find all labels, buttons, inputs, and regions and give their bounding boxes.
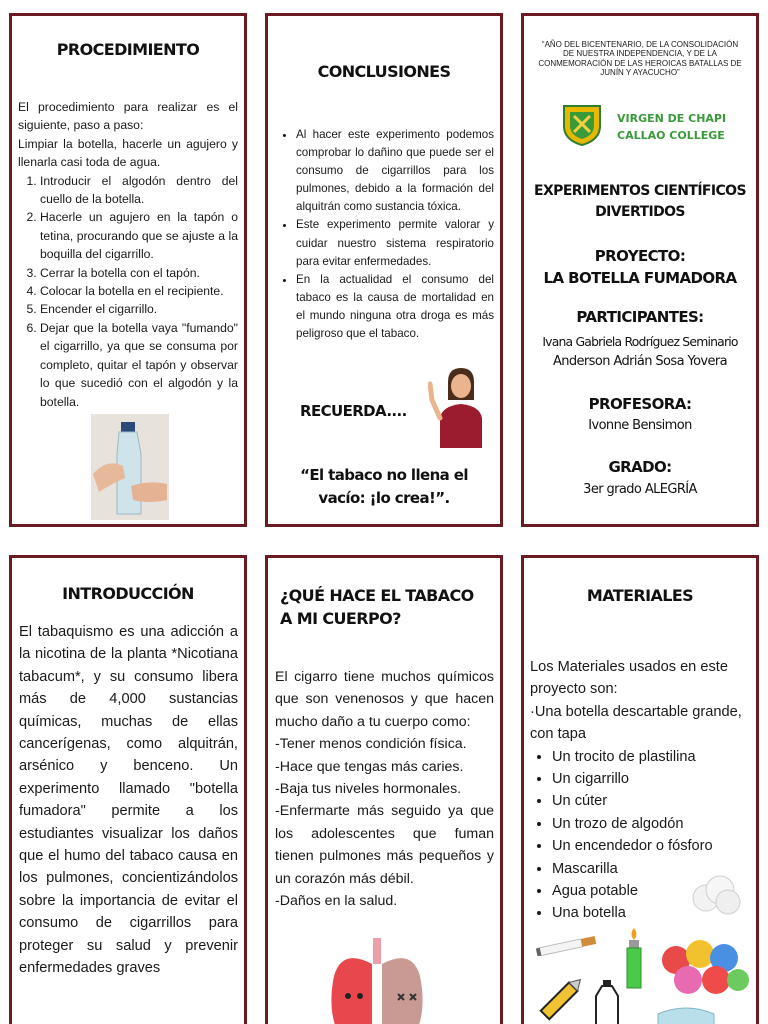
school-shield-icon — [562, 104, 602, 146]
recuerda-label: RECUERDA.... — [300, 402, 407, 420]
topic-line-2: DIVERTIDOS — [595, 204, 685, 220]
material-item: • Mascarilla — [552, 858, 750, 880]
material-item: • Una botella — [552, 902, 750, 924]
procedimiento-steps — [18, 172, 238, 411]
cover-panel — [521, 13, 759, 527]
quote-text: “El tabaco no llena el vacío: ¡lo crea!”. — [300, 466, 468, 507]
lungs-icon — [322, 936, 432, 1024]
materiales-title: MATERIALES — [586, 586, 694, 605]
bicentenario-text: “AÑO DEL BICENTENARIO, DE LA CONSOLIDACIÓN DE NUESTRA INDEPENDENCIA, Y DE LA CONMEMORACIÓN DE LAS HEROICAS BATALLAS DE JUNÍN Y AYACUCHO” — [538, 40, 742, 78]
conclusiones-list — [274, 126, 494, 343]
que-hace-panel — [265, 555, 503, 1024]
teacher-illustration — [428, 366, 492, 448]
conclusion-item: • Al hacer este experimento podemos comprobar lo dañino que puede ser el consumo de cigarrillos para los pulmones, debido a la formación del alquitrán como sustancia tóxica. — [296, 126, 494, 216]
school-name-2: CALLAO COLLEGE — [617, 129, 725, 142]
step-item: 6. Dejar que la botella vaya "fumando" el cigarrillo, ya que se consuma por completo, quitar el tapón y observar lo que sucedió con el algodón y la botella. — [40, 319, 238, 411]
materiales-panel — [521, 555, 759, 1024]
introduccion-panel — [9, 555, 247, 1024]
proyecto-name: LA BOTELLA FUMADORA — [543, 269, 737, 287]
cutter-icon — [534, 972, 590, 1024]
que-hace-title-1: ¿QUÉ HACE EL TABACO — [280, 586, 474, 605]
conclusiones-title: CONCLUSIONES — [317, 62, 451, 81]
proyecto-label: PROYECTO: — [594, 247, 686, 265]
introduccion-title: INTRODUCCIÓN — [62, 584, 194, 603]
cigarette-icon — [536, 936, 598, 956]
plasticine-icon — [660, 936, 750, 996]
mask-icon — [648, 1002, 724, 1024]
que-hace-title — [280, 584, 494, 630]
step-item: 5. Encender el cigarrillo. — [40, 300, 238, 318]
step-item: 1. Introducir el algodón dentro del cuello de la botella. — [40, 172, 238, 209]
procedimiento-text — [18, 98, 238, 411]
school-name-1: VIRGEN DE CHAPI — [617, 112, 727, 125]
school-name — [617, 110, 726, 144]
participant-name: Anderson Adrián Sosa Yovera — [552, 354, 728, 369]
material-item: • Agua potable — [552, 880, 750, 902]
profesora-name: Ivonne Bensimon — [588, 418, 692, 433]
profesora-label: PROFESORA: — [588, 395, 692, 413]
effect-line: -Tener menos condición física. — [275, 736, 467, 753]
que-hace-intro: El cigarro tiene muchos químicos que son venenosos y que hacen mucho daño a tu cuerpo como: — [275, 669, 494, 730]
participantes-list — [524, 332, 756, 372]
material-item: • Un trozo de algodón — [552, 813, 750, 835]
procedimiento-intro-2: Limpiar la botella, hacerle un agujero y llenarla casi toda de agua. — [18, 136, 238, 170]
que-hace-text — [275, 666, 494, 912]
step-item: 2. Hacerle un agujero en la tapón o tetina, procurando que se ajuste a la boquilla del cigarrillo. — [40, 208, 238, 263]
cotton-icon — [690, 874, 744, 918]
topic-title — [524, 181, 756, 223]
proyecto-block — [524, 245, 756, 289]
material-item: • Un encendedor o fósforo — [552, 835, 750, 857]
procedimiento-intro: El procedimiento para realizar es el siguiente, paso a paso: — [18, 100, 238, 133]
topic-line-1: EXPERIMENTOS CIENTÍFICOS — [534, 183, 746, 199]
grado-value: 3er grado ALEGRÍA — [583, 482, 697, 497]
material-item: • Un cúter — [552, 790, 750, 812]
participant-name: Ivana Gabriela Rodríguez Seminario — [542, 334, 738, 349]
materiales-intro-2: ·Una botella descartable grande, con tapa — [530, 703, 742, 743]
procedimiento-title: PROCEDIMIENTO — [56, 40, 200, 59]
material-item: • Un trocito de plastilina — [552, 746, 750, 768]
conclusion-item: • En la actualidad el consumo del tabaco es la causa de mortalidad en el mundo ninguna otra droga es más peligroso que el tabaco. — [296, 271, 494, 343]
effect-line: -Daños en la salud. — [275, 893, 398, 910]
water-bottle-icon — [592, 980, 622, 1024]
bottle-photo — [91, 414, 169, 520]
procedimiento-panel — [9, 13, 247, 527]
conclusion-item: • Este experimento permite valorar y cuidar nuestro sistema respiratorio para evitar enfermedades. — [296, 216, 494, 270]
materiales-intro: Los Materiales usados en este proyecto son: — [530, 659, 728, 698]
grado-label: GRADO: — [608, 458, 672, 476]
step-item: 4. Colocar la botella en el recipiente. — [40, 282, 238, 300]
conclusiones-panel — [265, 13, 503, 527]
que-hace-title-2: A MI CUERPO? — [280, 609, 401, 628]
effect-line: -Baja tus niveles hormonales. — [275, 781, 462, 798]
lighter-icon — [624, 926, 644, 990]
step-item: 3. Cerrar la botella con el tapón. — [40, 264, 238, 282]
introduccion-text: El tabaquismo es una adicción a la nicotina de la planta *Nicotiana tabacum*, y su consumo libera más de 4,000 sustancias químicas, muchas de ellas cancerígenas, como alquitrán, arsénico y benceno. Un experimento llamado "botella fumadora" permite a los estudiantes visualizar los daños que el humo del tabaco causa en los pulmones, concientizándolos sobre la importancia de evitar el consumo de cigarrillos para proteger su salud y prevenir enfermedades graves — [19, 624, 238, 977]
effect-line: -Enfermarte más seguido ya que los adolescentes que fuman tienen pulmones más pequeños y un corazón más débil. — [275, 803, 494, 887]
participantes-label: PARTICIPANTES: — [576, 308, 704, 326]
material-item: • Un cigarrillo — [552, 768, 750, 790]
effect-line: -Hace que tengas más caries. — [275, 758, 464, 775]
